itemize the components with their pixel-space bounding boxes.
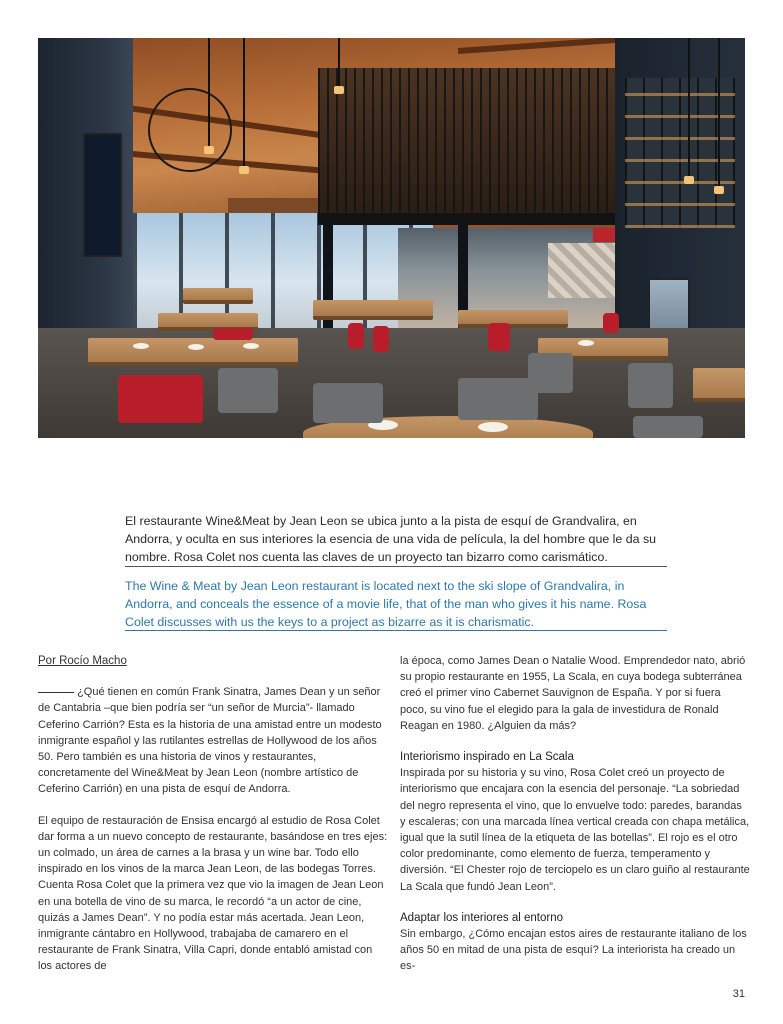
paragraph: El equipo de restauración de Ensisa encargó al estudio de Rosa Colet dar forma a un nuevo concepto de restaurante, basándose en tres ejes: un colmado, un área de carnes a la brasa y un wine bar. Todo ello inspirado en los vinos de la marca Jean Leon, de las bodegas Torres.	[38, 814, 388, 876]
paragraph: Sin embargo, ¿Cómo encajan estos aires de restaurante italiano de los años 50 en mitad de una pista de esquí? La interiorista ha creado un es-	[400, 928, 747, 973]
pendant-lamp	[338, 38, 340, 88]
restaurant-interior-photo	[38, 38, 745, 438]
plate	[133, 343, 149, 349]
pendant-lamp	[243, 38, 245, 168]
paragraph: la época, como James Dean o Natalie Wood. Emprendedor nato, abrió su propio restaurante en 1955, La Scala, en cuya bodega subterránea creó el primer vino Cabernet Sauvignon de España. Y por si fuera poco, su vino fue el elegido para la gala de investidura de Ronald Reagan en 1980. ¿Alguien da más?	[400, 655, 746, 732]
dining-table	[183, 288, 253, 304]
section-heading: Interiorismo inspirado en La Scala	[400, 751, 574, 764]
grey-chair	[633, 416, 703, 438]
red-chair	[213, 328, 253, 340]
dining-table	[88, 338, 298, 366]
article-column-left	[38, 653, 388, 975]
paragraph-text: ¿Qué tienen en común Frank Sinatra, James Dean y un señor de Cantabria –que bien podría ser “un señor de Murcia”- llamado Ceferino Carrión? Esta es la historia de una amistad entre un modesto inmigrante español y las rutilantes estrellas de Hollywood de los años 50. Pero también es una historia de vinos y restaurantes, concretamente del Wine&Meat by Jean Leon (nombre artístico de Ceferino Carrión) en una pista de esquí de Andorra.	[38, 686, 382, 796]
paragraph: Inspirada por su historia y su vino, Rosa Colet creó un proyecto de interiorismo que encajara con la esencia del personaje. “La sobriedad del negro representa el vino, que lo envuelve todo: paredes, barandas y escaleras; con una marcada línea vertical creada con chapa metálica, igual que la sutil línea de la etiqueta de las botellas”. El rojo es el otro color predominante, como elemento de fuerza, temperamento y diversión. “El Chester rojo de terciopelo es un claro guiño al restaurante La Scala que fundó Jean Leon”.	[400, 767, 750, 893]
dining-table	[458, 310, 568, 328]
plate	[578, 340, 594, 346]
paragraph	[38, 684, 388, 797]
divider	[125, 566, 667, 567]
byline: Por Rocío Macho	[38, 655, 127, 667]
grey-chair	[313, 383, 383, 423]
wall-screen	[83, 133, 122, 257]
article-column-right	[400, 653, 750, 975]
section-heading: Adaptar los interiores al entorno	[400, 911, 564, 924]
red-chair	[603, 313, 619, 333]
red-armchair	[118, 375, 203, 423]
mezzanine-floor	[318, 213, 648, 225]
grey-chair	[628, 363, 673, 408]
intro-spanish: El restaurante Wine&Meat by Jean Leon se ubica junto a la pista de esquí de Grandvalira, en Andorra, y oculta en sus interiores la esencia de una vida de película, la del hombre que le da su nombre. Rosa Colet nos cuenta las claves de un proyecto tan bizarro como carismático.	[125, 514, 657, 564]
plate	[478, 422, 508, 432]
black-mezzanine	[318, 68, 648, 218]
plate	[243, 343, 259, 349]
pendant-lamp	[208, 38, 210, 148]
red-chair	[488, 323, 510, 351]
blank-line	[38, 692, 74, 693]
grey-chair	[218, 368, 278, 413]
pendant-lamp	[688, 38, 690, 178]
grey-chair	[458, 378, 538, 420]
divider	[125, 630, 667, 631]
pendant-lamp	[718, 38, 720, 188]
grey-chair	[528, 353, 573, 393]
page-number: 31	[732, 988, 745, 1000]
dining-table	[693, 368, 745, 402]
paragraph: Cuenta Rosa Colet que la primera vez que vio la imagen de Jean Leon en una botella de vino de su marca, le recordó “a un actor de cine, quizás a James Dean”. Y no podía estar más acertada. Jean Leon, inmigrante cántabro en Hollywood, trabajaba de camarero en el restaurante de Frank Sinatra, Villa Capri, donde entabló amistad con los actores de	[38, 879, 384, 973]
intro-english: The Wine & Meat by Jean Leon restaurant is located next to the ski slope of Grandvalira, in Andorra, and conceals the essence of a movie life, that of the man who gives it his name. Rosa Colet discusses with us the keys to a project as bizarre as it is charismatic.	[125, 579, 647, 629]
red-chair	[348, 323, 364, 349]
plate	[188, 344, 204, 350]
dining-table	[313, 300, 433, 320]
red-chair	[373, 326, 389, 352]
ring-chandelier	[148, 88, 232, 172]
